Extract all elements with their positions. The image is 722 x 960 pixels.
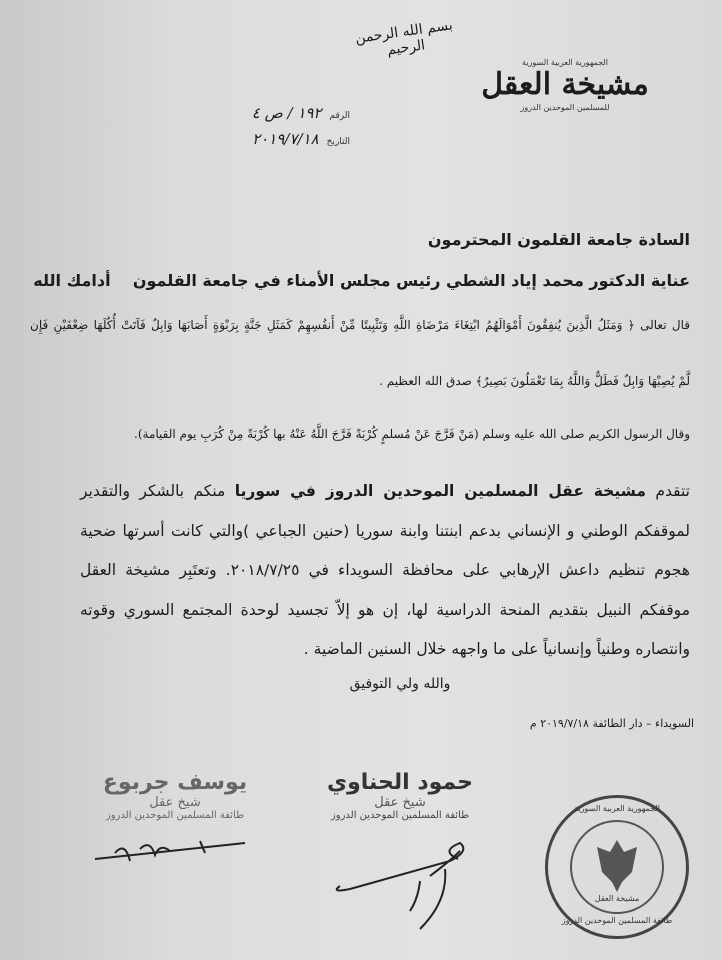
signatory-title: شيخ عقل xyxy=(374,795,426,810)
body-text: منكم بالشكر والتقدير لموقفكم الوطني و الإنساني بدعم ابنتنا وابنة سوريا (حنين الجباعي )والتي كانت أسرتها ضحية هجوم تنظيم داعش الإرهابي على محافظة السويداء في ٢٠١٨/٧/٢٥. وتعتَبِر مشيخة العقل موقفكم النبيل بتقديم المنحة الدراسية لها، إن هو إلاّ تجسيد لوحدة المجتمع السوري وقوته وانتصاره وطنياً وإنسانياً على ما واجهه خلال السنين الماضية . xyxy=(80,482,690,658)
signatory-name: حمود الحناوي xyxy=(326,770,474,795)
seal-bottom-text: طائفة المسلمين الموحدين الدروز xyxy=(561,916,673,925)
ref-date-value: ٢٠١٩/٧/١٨ xyxy=(252,130,319,148)
seal-center-text: مشيخة العقل xyxy=(594,894,640,903)
closing-line: والله ولي التوفيق xyxy=(349,676,451,692)
signatory-title: شيخ عقل xyxy=(149,795,201,810)
ref-number-label: الرقم xyxy=(329,111,350,121)
quran-verse-line1: قال تعالى ﴿ وَمَثَلُ الَّذِينَ يُنفِقُونَ أَمْوَالَهُمُ ابْتِغَاءَ مَرْضَاةِ اللَّهِ وَتَثْبِيتًا مِّنْ أَنفُسِهِمْ كَمَثَلِ جَنَّةٍ بِرَبْوَةٍ أَصَابَهَا وَابِلٌ فَآتَتْ أُكُلَهَا ضِعْفَيْنِ فَإِن xyxy=(30,318,690,332)
seal-top-text: الجمهورية العربية السورية xyxy=(574,804,660,813)
letterhead-logo xyxy=(480,58,650,112)
signatory-org: طائفة المسلمين الموحدين الدروز xyxy=(105,810,245,821)
signature-block-jarbou xyxy=(80,770,270,875)
signature-block-hanawi xyxy=(300,770,500,935)
salutation: السادة جامعة القلمون المحترمون xyxy=(427,230,690,249)
ref-number-value: ١٩٢ / ص ٤ xyxy=(251,104,322,122)
reference-block xyxy=(120,104,350,156)
hadith-quote: وقال الرسول الكريم صلى الله عليه وسلم (مَنْ فَرَّجَ عَنْ مُسلمٍ كُرْبَةً فَرَّجَ اللَّهُ عَنْهُ بها كُرْبَةً مِنْ كُرَبِ يوم القيامة). xyxy=(134,427,690,441)
addressee: عناية الدكتور محمد إياد الشطي رئيس مجلس الأمناء في جامعة القلمون أدامك الله xyxy=(33,271,690,290)
handwritten-signature xyxy=(80,821,270,871)
logo-bottom-text: للمسلمين الموحدين الدروز xyxy=(520,103,610,112)
handwritten-signature xyxy=(300,821,500,931)
logo-main-text: مشيخة العقل xyxy=(481,67,649,102)
official-seal xyxy=(545,795,689,939)
bismillah-calligraphy: بسم الله الرحمن الرحيم xyxy=(354,17,454,59)
signatory-name: يوسف جربوع xyxy=(102,770,248,795)
body-org-name: مشيخة عقل المسلمين الموحدين الدروز في سوريا xyxy=(234,482,647,500)
logo-top-text: الجمهورية العربية السورية xyxy=(522,58,608,67)
letter-body xyxy=(80,472,690,670)
place-date-footer: السويداء – دار الطائفة ٢٠١٩/٧/١٨ م xyxy=(529,717,694,730)
signatory-org: طائفة المسلمين الموحدين الدروز xyxy=(330,810,470,821)
ref-date-label: التاريخ xyxy=(326,137,350,147)
body-intro: تتقدم xyxy=(655,482,690,500)
quran-verse-line2: لَّمْ يُصِبْهَا وَابِلٌ فَطَلٌّ وَاللَّهُ بِمَا تَعْمَلُونَ بَصِيرٌ﴾ صدق الله العظيم . xyxy=(379,374,690,388)
